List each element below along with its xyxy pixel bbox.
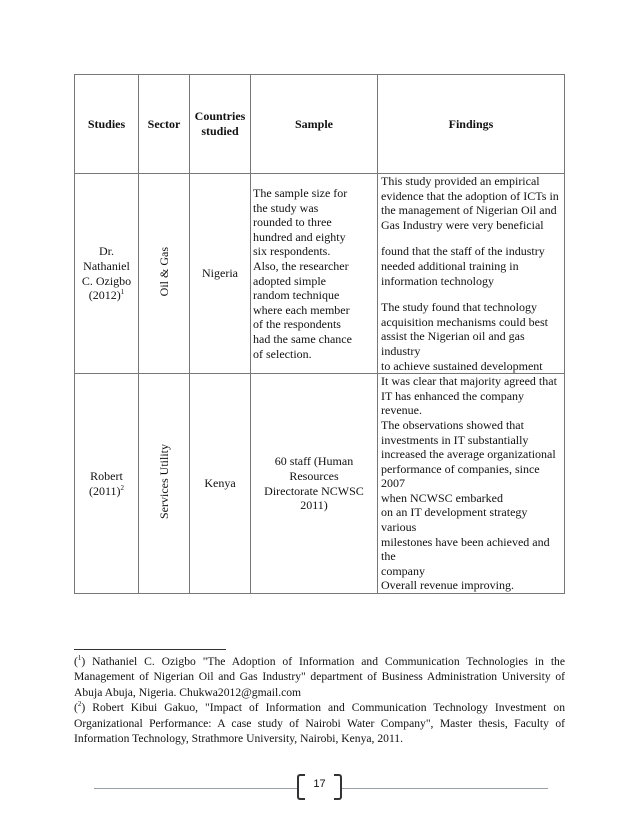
sample-line: adopted simple bbox=[253, 273, 326, 288]
findings-cell bbox=[378, 374, 565, 594]
findings-line: company bbox=[381, 563, 425, 578]
study-name-line: C. Ozigbo bbox=[81, 273, 132, 288]
header-countries-line1: Countries bbox=[194, 109, 246, 124]
findings-line: on an IT development strategy various bbox=[381, 505, 528, 535]
page-number-bracket-right bbox=[334, 774, 342, 800]
footnote-2-text: ) Robert Kibui Gakuo, "Impact of Information and Communication Technology Investment on Organizational Performance: A case study of Nairobi Water Company", Master thesis, Faculty of Information Technology, Strathmore University, Nairobi, Kenya, 2011. bbox=[74, 701, 565, 746]
paragraph-gap bbox=[381, 232, 562, 244]
findings-paragraph bbox=[381, 174, 562, 232]
sample-line: the study was bbox=[253, 200, 319, 215]
findings-line: assist the Nigerian oil and gas industry bbox=[381, 329, 525, 358]
footnote-1-text: ) Nathaniel C. Ozigbo "The Adoption of Information and Communication Technologies in the Management of Nigerian Oil and Gas Industry" department of Business Administration University of Abuja Abuja, Nigeria. Chukwa2012@gmail.com bbox=[74, 655, 565, 699]
sample-line: rounded to three bbox=[253, 215, 332, 230]
sector-cell bbox=[139, 374, 190, 594]
findings-paragraph bbox=[381, 300, 562, 373]
header-countries bbox=[190, 75, 251, 174]
findings-line: the management of Nigerian Oil and bbox=[381, 203, 557, 218]
findings-line: increased the average organizational bbox=[381, 447, 556, 462]
sample-line: Also, the researcher bbox=[253, 258, 349, 273]
sample-line: of the respondents bbox=[253, 317, 341, 332]
country-cell: Nigeria bbox=[190, 174, 251, 374]
footnote-ref: 1 bbox=[120, 288, 125, 297]
sample-line: random technique bbox=[253, 288, 340, 303]
sample-line: Directorate NCWSC bbox=[264, 483, 364, 498]
paragraph-gap bbox=[381, 288, 562, 300]
study-year-text: (2012) bbox=[88, 288, 121, 303]
study-name-line: Robert bbox=[90, 468, 123, 483]
table-header-row bbox=[75, 75, 565, 174]
sample-text bbox=[253, 186, 375, 361]
sample-line: six respondents. bbox=[253, 244, 331, 259]
sample-line: 2011) bbox=[300, 498, 328, 513]
study-name-line: Dr. bbox=[99, 244, 114, 259]
footnote-marker: 1 bbox=[77, 654, 82, 663]
sample-line: where each member bbox=[253, 302, 350, 317]
findings-line: The study found that technology bbox=[381, 300, 537, 315]
study-year bbox=[75, 484, 138, 499]
footnote-ref: 2 bbox=[120, 483, 125, 492]
findings-line: evidence that the adoption of ICTs in bbox=[381, 188, 559, 203]
sample-line: of selection. bbox=[253, 346, 312, 361]
footnote-separator bbox=[74, 649, 226, 650]
findings-line: The observations showed that bbox=[381, 417, 524, 432]
sample-cell bbox=[251, 174, 378, 374]
findings-line: It was clear that majority agreed that bbox=[381, 374, 557, 389]
page-number: 17 bbox=[313, 778, 326, 790]
header-sector: Sector bbox=[139, 75, 190, 174]
findings-line: needed additional training in bbox=[381, 258, 519, 273]
footnote-marker: 2 bbox=[77, 700, 82, 709]
page-number-bracket-left bbox=[297, 774, 305, 800]
footnote-2: ($^2$) Robert Kibui Gakuo, "Impact of Information and Communication Technology Investment on Organizational Performance: A case study of Nairobi Water Company", Master thesis, Faculty of Information Technology, Strathmore University, Nairobi, Kenya, 2011. bbox=[74, 700, 565, 746]
sector-text: Services Utility bbox=[156, 444, 171, 520]
findings-line: performance of companies, since 2007 bbox=[381, 461, 540, 491]
findings-line: found that the staff of the industry bbox=[381, 244, 545, 259]
findings-line: to achieve sustained development bbox=[381, 358, 543, 373]
study-name-line: Nathaniel bbox=[83, 258, 130, 273]
footer-rule-left bbox=[94, 788, 298, 789]
country-cell: Kenya bbox=[190, 374, 251, 594]
study-cell bbox=[75, 174, 139, 374]
study-year bbox=[75, 288, 138, 303]
header-studies: Studies bbox=[75, 75, 139, 174]
header-sample: Sample bbox=[251, 75, 378, 174]
findings-paragraph bbox=[381, 244, 562, 288]
findings-line: when NCWSC embarked bbox=[381, 490, 503, 505]
findings-line: investments in IT substantially bbox=[381, 432, 529, 447]
findings-line: information technology bbox=[381, 273, 494, 288]
table-row bbox=[75, 174, 565, 374]
findings-line: Overall revenue improving. bbox=[381, 578, 514, 593]
findings-line: Gas Industry were very beneficial bbox=[381, 217, 544, 232]
footnotes bbox=[74, 654, 565, 746]
study-cell bbox=[75, 374, 139, 594]
sample-text bbox=[253, 454, 375, 512]
header-countries-line2: studied bbox=[201, 124, 239, 138]
footer-rule-right bbox=[341, 788, 548, 789]
sector-cell bbox=[139, 174, 190, 374]
findings-line: milestones have been achieved and the bbox=[381, 534, 550, 564]
findings-line: This study provided an empirical bbox=[381, 174, 540, 188]
sample-line: had the same chance bbox=[253, 331, 352, 346]
sample-line: hundred and eighty bbox=[253, 229, 346, 244]
sample-cell bbox=[251, 374, 378, 594]
header-findings: Findings bbox=[378, 75, 565, 174]
sample-line: 60 staff (Human bbox=[274, 454, 354, 469]
findings-line: acquisition mechanisms could best bbox=[381, 314, 548, 329]
findings-cell bbox=[378, 174, 565, 374]
findings-line: IT has enhanced the company revenue. bbox=[381, 388, 525, 418]
sample-line: The sample size for bbox=[253, 186, 348, 200]
footnote-1: ($^1$) Nathaniel C. Ozigbo "The Adoption of Information and Communication Technologies in the Management of Nigerian Oil and Gas Industry" department of Business Administration University of Abuja Abuja, Nigeria. Chukwa2012@gmail.com bbox=[74, 654, 565, 699]
sample-line: Resources bbox=[289, 468, 339, 483]
sector-text: Oil & Gas bbox=[156, 247, 171, 297]
studies-table bbox=[74, 74, 565, 594]
study-year-text: (2011) bbox=[88, 483, 121, 498]
table-row bbox=[75, 374, 565, 594]
